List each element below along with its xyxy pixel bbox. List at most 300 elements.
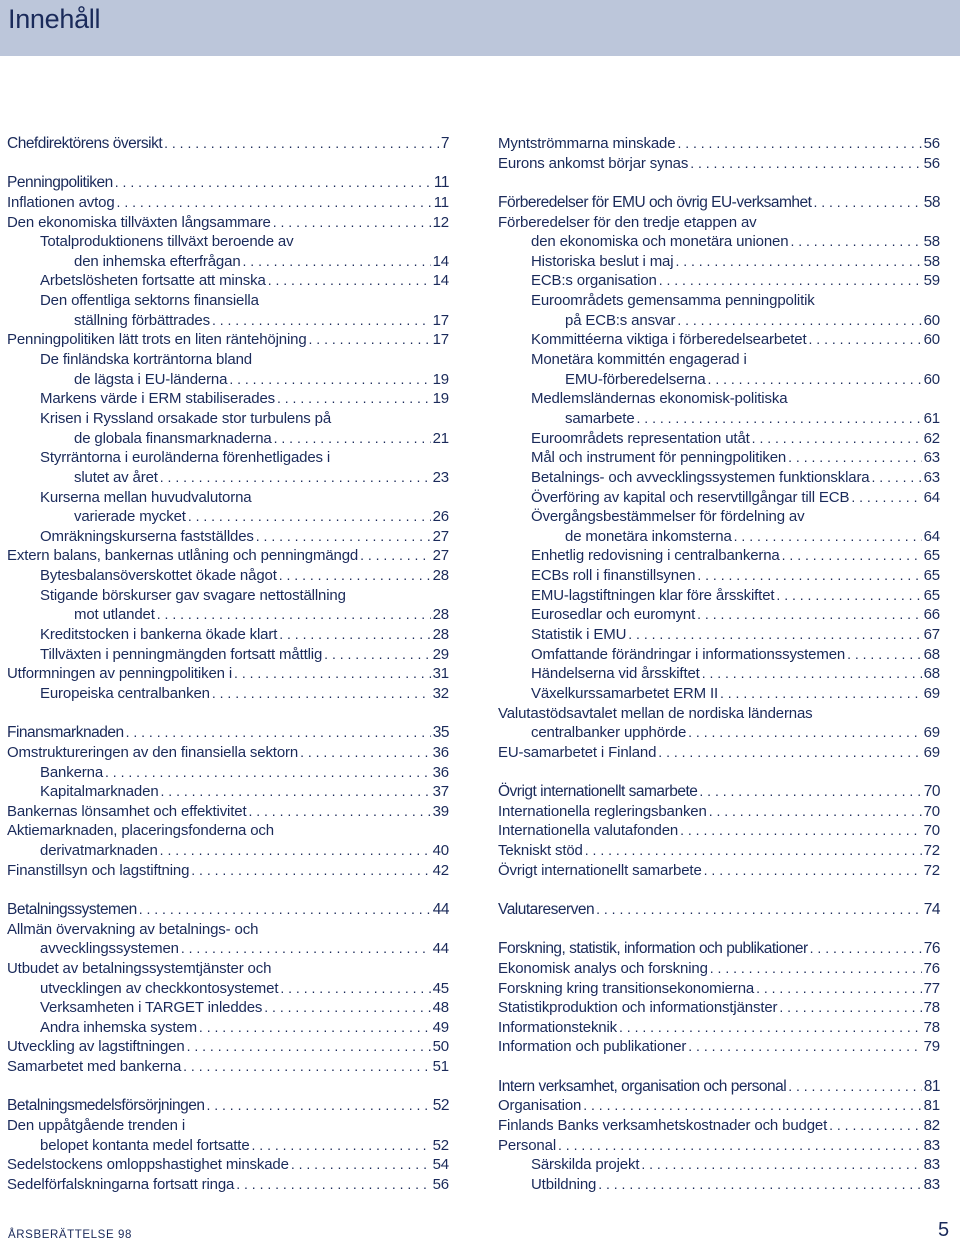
dot-leader bbox=[309, 330, 431, 350]
toc-entry[interactable] bbox=[498, 645, 940, 665]
toc-entry-title: Organisation bbox=[498, 1097, 582, 1115]
dot-leader bbox=[734, 527, 922, 547]
section-spacer bbox=[498, 880, 940, 900]
toc-entry[interactable] bbox=[7, 605, 449, 625]
toc-page-number: 63 bbox=[923, 449, 940, 467]
toc-entry-title: Utbildning bbox=[531, 1175, 597, 1193]
toc-entry-title: Forskning kring transitionsekonomierna bbox=[498, 979, 755, 997]
dot-leader bbox=[234, 664, 431, 684]
toc-entry-title: Den ekonomiska tillväxten långsammare bbox=[7, 213, 271, 231]
toc-page-number: 76 bbox=[923, 940, 940, 958]
dot-leader bbox=[279, 625, 430, 645]
section-spacer bbox=[7, 704, 449, 724]
toc-page-number: 69 bbox=[923, 684, 940, 702]
dot-leader bbox=[641, 1155, 921, 1175]
toc-entry[interactable] bbox=[498, 370, 940, 390]
toc-page-number: 19 bbox=[432, 390, 449, 408]
toc-entry[interactable] bbox=[7, 664, 449, 684]
dot-leader bbox=[688, 723, 921, 743]
section-spacer bbox=[498, 1057, 940, 1077]
toc-page-number: 58 bbox=[923, 233, 940, 251]
toc-entry-title: Tillväxten i penningmängden fortsatt måttlig bbox=[40, 645, 323, 663]
toc-page-number: 65 bbox=[923, 547, 940, 565]
toc-entry[interactable] bbox=[7, 527, 449, 547]
toc-entry[interactable] bbox=[7, 291, 449, 311]
footer-report-name: ÅRSBERÄTTELSE 98 bbox=[8, 1229, 133, 1241]
toc-page-number: 28 bbox=[432, 626, 449, 644]
toc-entry[interactable] bbox=[498, 488, 940, 508]
toc-entry[interactable] bbox=[498, 448, 940, 468]
dot-leader bbox=[300, 743, 431, 763]
toc-entry-title: Valutareserven bbox=[498, 900, 595, 918]
toc-entry[interactable] bbox=[498, 271, 940, 291]
dot-leader bbox=[699, 782, 921, 802]
dot-leader bbox=[324, 645, 430, 665]
toc-entry[interactable] bbox=[7, 861, 449, 881]
toc-entry[interactable] bbox=[498, 861, 940, 881]
toc-entry[interactable] bbox=[498, 1175, 940, 1195]
toc-entry[interactable] bbox=[498, 1155, 940, 1175]
toc-entry[interactable] bbox=[7, 782, 449, 802]
toc-entry-title: Monetära kommittén engagerad i bbox=[531, 351, 747, 369]
toc-entry[interactable] bbox=[7, 468, 449, 488]
toc-entry[interactable] bbox=[7, 821, 449, 841]
toc-page-number: 70 bbox=[923, 783, 940, 801]
dot-leader bbox=[697, 566, 921, 586]
toc-entry[interactable] bbox=[7, 370, 449, 390]
toc-page-number: 83 bbox=[923, 1156, 940, 1174]
toc-entry-title: Övergångsbestämmelser för fördelning av bbox=[531, 508, 805, 526]
toc-entry[interactable] bbox=[498, 723, 940, 743]
toc-page-number: 59 bbox=[923, 272, 940, 290]
toc-entry-title: Extern balans, bankernas utlåning och penningmängd bbox=[7, 547, 359, 565]
dot-leader bbox=[291, 1155, 431, 1175]
toc-page-number: 79 bbox=[923, 1038, 940, 1056]
toc-entry-title: ECBs roll i finanstillsynen bbox=[531, 567, 696, 585]
toc-entry-title: Styrräntorna i euroländerna förenhetligades i bbox=[40, 449, 331, 467]
toc-page-number: 19 bbox=[432, 370, 449, 388]
toc-entry-title: EMU-lagstiftningen klar före årsskiftet bbox=[531, 586, 775, 604]
dot-leader bbox=[256, 527, 431, 547]
dot-leader bbox=[788, 448, 921, 468]
toc-page-number: 65 bbox=[923, 586, 940, 604]
toc-page-number: 70 bbox=[923, 802, 940, 820]
toc-page-number: 50 bbox=[432, 1038, 449, 1056]
dot-leader bbox=[117, 193, 432, 213]
toc-entry-title: Verksamheten i TARGET inleddes bbox=[40, 999, 263, 1017]
dot-leader bbox=[273, 213, 431, 233]
toc-entry-title: de lägsta i EU-länderna bbox=[74, 370, 228, 388]
toc-entry-title: Bankerna bbox=[40, 763, 104, 781]
toc-entry-title: Förberedelser för den tredje etappen av bbox=[498, 213, 757, 231]
toc-entry[interactable] bbox=[7, 507, 449, 527]
toc-entry[interactable] bbox=[498, 566, 940, 586]
toc-page-number: 28 bbox=[432, 567, 449, 585]
toc-page-number: 36 bbox=[432, 763, 449, 781]
toc-entry[interactable] bbox=[498, 625, 940, 645]
toc-page-number: 27 bbox=[432, 527, 449, 545]
toc-entry-title: Händelserna vid årsskiftet bbox=[531, 665, 700, 683]
toc-page-number: 74 bbox=[923, 900, 940, 918]
toc-entry-title: Forskning, statistik, information och publikationer bbox=[498, 940, 808, 958]
toc-entry[interactable] bbox=[7, 959, 449, 979]
toc-page-number: 36 bbox=[432, 743, 449, 761]
toc-section-heading[interactable] bbox=[498, 782, 940, 802]
toc-page-number: 14 bbox=[432, 272, 449, 290]
toc-entry-title: Penningpolitiken lätt trots en liten räntehöjning bbox=[7, 331, 307, 349]
toc-entry-title: Särskilda projekt bbox=[531, 1156, 640, 1174]
dot-leader bbox=[236, 1175, 430, 1195]
toc-entry[interactable] bbox=[7, 1155, 449, 1175]
dot-leader bbox=[851, 488, 921, 508]
dot-leader bbox=[583, 1096, 921, 1116]
dot-leader bbox=[115, 173, 432, 193]
toc-entry[interactable] bbox=[498, 429, 940, 449]
toc-page-number: 81 bbox=[923, 1077, 940, 1095]
toc-entry[interactable] bbox=[7, 1116, 449, 1136]
toc-entry[interactable] bbox=[7, 311, 449, 331]
toc-entry-title: De finländska korträntorna bland bbox=[40, 351, 252, 369]
dot-leader bbox=[268, 271, 431, 291]
toc-entry-title: Enhetlig redovisning i centralbankerna bbox=[531, 547, 780, 565]
dot-leader bbox=[702, 664, 922, 684]
toc-entry[interactable] bbox=[7, 566, 449, 586]
toc-entry[interactable] bbox=[498, 1096, 940, 1116]
toc-entry-title: Sedelstockens omloppshastighet minskade bbox=[7, 1156, 289, 1174]
toc-entry-title: Eurosedlar och euromynt bbox=[531, 606, 696, 624]
toc-page-number: 65 bbox=[923, 567, 940, 585]
toc-entry[interactable] bbox=[7, 1057, 449, 1077]
dot-leader bbox=[872, 468, 922, 488]
toc-page-number: 11 bbox=[433, 193, 449, 211]
dot-leader bbox=[161, 782, 431, 802]
toc-entry-title: mot utlandet bbox=[74, 606, 155, 624]
toc-page-number: 69 bbox=[923, 743, 940, 761]
dot-leader bbox=[709, 802, 922, 822]
dot-leader bbox=[829, 1116, 921, 1136]
toc-page-number: 39 bbox=[432, 802, 449, 820]
dot-leader bbox=[360, 546, 431, 566]
toc-page-number: 68 bbox=[923, 665, 940, 683]
toc-entry-title: varierade mycket bbox=[74, 508, 186, 526]
dot-leader bbox=[697, 605, 921, 625]
toc-entry-title: Omfattande förändringar i informationssystemen bbox=[531, 645, 846, 663]
dot-leader bbox=[206, 1096, 430, 1116]
toc-entry-title: Förberedelser för EMU och övrig EU-verksamhet bbox=[498, 193, 812, 211]
dot-leader bbox=[277, 389, 431, 409]
toc-entry-title: Euroområdets gemensamma penningpolitik bbox=[531, 292, 815, 310]
toc-entry[interactable] bbox=[7, 645, 449, 665]
toc-entry-title: Tekniskt stöd bbox=[498, 842, 583, 860]
toc-entry-title: den ekonomiska och monetära unionen bbox=[531, 233, 789, 251]
dot-leader bbox=[788, 1077, 922, 1097]
dot-leader bbox=[779, 998, 921, 1018]
toc-page-number: 35 bbox=[432, 724, 449, 742]
dot-leader bbox=[160, 841, 431, 861]
toc-page-number: 67 bbox=[923, 626, 940, 644]
toc-page-number: 58 bbox=[923, 193, 940, 211]
toc-entry[interactable] bbox=[7, 1136, 449, 1156]
toc-page-number: 31 bbox=[432, 665, 449, 683]
toc-section-heading[interactable] bbox=[7, 1096, 449, 1116]
toc-entry[interactable] bbox=[7, 350, 449, 370]
toc-page-number: 56 bbox=[432, 1175, 449, 1193]
toc-entry-title: de globala finansmarknaderna bbox=[74, 429, 272, 447]
toc-page-number: 78 bbox=[923, 999, 940, 1017]
toc-entry-title: Chefdirektörens översikt bbox=[7, 135, 163, 152]
toc-entry[interactable] bbox=[7, 330, 449, 350]
toc-entry[interactable] bbox=[7, 586, 449, 606]
toc-entry-title: Kapitalmarknaden bbox=[40, 783, 159, 801]
toc-entry-title: Utveckling av lagstiftningen bbox=[7, 1038, 185, 1056]
toc-entry[interactable] bbox=[498, 232, 940, 252]
toc-page-number: 21 bbox=[432, 429, 449, 447]
toc-entry[interactable] bbox=[498, 468, 940, 488]
section-spacer bbox=[7, 154, 449, 174]
toc-entry-title: Överföring av kapital och reservtillgångar till ECB bbox=[531, 488, 850, 506]
dot-leader bbox=[690, 154, 921, 174]
dot-leader bbox=[677, 311, 921, 331]
toc-entry[interactable] bbox=[498, 134, 940, 154]
toc-entry[interactable] bbox=[498, 998, 940, 1018]
toc-entry[interactable] bbox=[498, 979, 940, 999]
dot-leader bbox=[776, 586, 921, 606]
toc-entry[interactable] bbox=[7, 389, 449, 409]
toc-page-number: 64 bbox=[923, 527, 940, 545]
toc-entry[interactable] bbox=[7, 998, 449, 1018]
toc-page-number: 49 bbox=[432, 1018, 449, 1036]
toc-entry-title: Totalproduktionens tillväxt beroende av bbox=[40, 233, 294, 251]
toc-entry[interactable] bbox=[498, 1018, 940, 1038]
footer-page-number: 5 bbox=[938, 1219, 950, 1241]
dot-leader bbox=[212, 311, 431, 331]
toc-entry-title: utvecklingen av checkkontosystemet bbox=[40, 979, 279, 997]
toc-entry-title: Allmän övervakning av betalnings- och bbox=[7, 920, 259, 938]
toc-entry[interactable] bbox=[7, 193, 449, 213]
toc-page-number: 23 bbox=[432, 468, 449, 486]
toc-page-number: 66 bbox=[923, 606, 940, 624]
toc-entry[interactable] bbox=[498, 527, 940, 547]
toc-entry-title: Övrigt internationellt samarbete bbox=[498, 861, 702, 879]
toc-page-number: 52 bbox=[432, 1097, 449, 1115]
toc-page-number: 72 bbox=[923, 842, 940, 860]
toc-page-number: 29 bbox=[432, 645, 449, 663]
toc-entry-title: centralbanker upphörde bbox=[531, 724, 687, 742]
dot-leader bbox=[596, 900, 922, 920]
toc-entry-title: Valutastödsavtalet mellan de nordiska ländernas bbox=[498, 704, 813, 722]
toc-entry[interactable] bbox=[498, 1136, 940, 1156]
toc-entry-title: Mål och instrument för penningpolitiken bbox=[531, 449, 787, 467]
dot-leader bbox=[675, 252, 921, 272]
toc-page-number: 72 bbox=[923, 861, 940, 879]
dot-leader bbox=[160, 468, 431, 488]
toc-entry-title: Omstruktureringen av den finansiella sektorn bbox=[7, 743, 299, 761]
toc-entry-title: Internationella valutafonden bbox=[498, 822, 679, 840]
toc-entry[interactable] bbox=[7, 979, 449, 999]
dot-leader bbox=[212, 684, 431, 704]
toc-entry[interactable] bbox=[7, 763, 449, 783]
toc-entry-title: derivatmarknaden bbox=[40, 842, 158, 860]
toc-entry[interactable] bbox=[498, 841, 940, 861]
toc-entry[interactable] bbox=[498, 507, 940, 527]
dot-leader bbox=[637, 409, 922, 429]
toc-entry[interactable] bbox=[7, 409, 449, 429]
toc-page-number: 26 bbox=[432, 508, 449, 526]
toc-page-number: 60 bbox=[923, 311, 940, 329]
dot-leader bbox=[187, 1037, 431, 1057]
toc-entry-title: de monetära inkomsterna bbox=[565, 527, 732, 545]
toc-page-number: 28 bbox=[432, 606, 449, 624]
toc-entry[interactable] bbox=[498, 291, 940, 311]
toc-page-number: 61 bbox=[923, 409, 940, 427]
toc-left-column bbox=[7, 134, 449, 1195]
toc-entry[interactable] bbox=[498, 350, 940, 370]
dot-leader bbox=[279, 566, 431, 586]
toc-entry[interactable] bbox=[498, 252, 940, 272]
toc-entry[interactable] bbox=[498, 664, 940, 684]
toc-entry[interactable] bbox=[498, 821, 940, 841]
toc-entry[interactable] bbox=[498, 409, 940, 429]
dot-leader bbox=[782, 546, 922, 566]
toc-page-number: 37 bbox=[432, 783, 449, 801]
toc-entry-title: Statistikproduktion och informationstjänster bbox=[498, 999, 778, 1017]
dot-leader bbox=[680, 821, 922, 841]
toc-entry[interactable] bbox=[7, 684, 449, 704]
toc-entry-title: Övrigt internationellt samarbete bbox=[498, 783, 698, 801]
toc-entry[interactable] bbox=[7, 252, 449, 272]
dot-leader bbox=[658, 743, 921, 763]
toc-page-number: 82 bbox=[923, 1117, 940, 1135]
toc-entry[interactable] bbox=[7, 625, 449, 645]
dot-leader bbox=[598, 1175, 921, 1195]
page-header bbox=[0, 0, 960, 56]
toc-entry[interactable] bbox=[498, 1037, 940, 1057]
toc-entry[interactable] bbox=[498, 311, 940, 331]
toc-entry[interactable] bbox=[498, 154, 940, 174]
toc-entry-title: Betalningsmedelsförsörjningen bbox=[7, 1097, 205, 1115]
toc-page-number: 60 bbox=[923, 370, 940, 388]
toc-section-heading[interactable] bbox=[7, 173, 449, 193]
toc-entry[interactable] bbox=[7, 939, 449, 959]
toc-entry[interactable] bbox=[7, 1175, 449, 1195]
dot-leader bbox=[280, 979, 430, 999]
toc-section-heading[interactable] bbox=[498, 193, 940, 213]
toc-entry-title: Krisen i Ryssland orsakade stor turbulens på bbox=[40, 409, 332, 427]
toc-entry-title: Utformningen av penningpolitiken i bbox=[7, 665, 233, 683]
toc-entry[interactable] bbox=[7, 232, 449, 252]
toc-section-heading[interactable] bbox=[7, 723, 449, 743]
dot-leader bbox=[157, 605, 431, 625]
toc-section-heading[interactable] bbox=[7, 134, 449, 154]
toc-entry-title: Europeiska centralbanken bbox=[40, 684, 210, 702]
dot-leader bbox=[752, 429, 922, 449]
toc-entry-title: Statistik i EMU bbox=[531, 626, 627, 644]
toc-entry[interactable] bbox=[498, 959, 940, 979]
toc-entry[interactable] bbox=[7, 743, 449, 763]
toc-page-number: 78 bbox=[923, 1018, 940, 1036]
toc-entry[interactable] bbox=[7, 448, 449, 468]
toc-section-heading[interactable] bbox=[498, 939, 940, 959]
toc-right-column bbox=[498, 134, 940, 1195]
toc-entry[interactable] bbox=[498, 213, 940, 233]
toc-page-number: 17 bbox=[432, 311, 449, 329]
toc-entry-title: Andra inhemska system bbox=[40, 1018, 197, 1036]
dot-leader bbox=[229, 370, 430, 390]
toc-page-number: 44 bbox=[432, 940, 449, 958]
toc-entry[interactable] bbox=[7, 213, 449, 233]
toc-entry[interactable] bbox=[498, 1116, 940, 1136]
toc-entry[interactable] bbox=[7, 802, 449, 822]
toc-entry-title: Omräkningskurserna fastställdes bbox=[40, 527, 254, 545]
dot-leader bbox=[105, 763, 431, 783]
toc-entry[interactable] bbox=[498, 586, 940, 606]
dot-leader bbox=[585, 841, 922, 861]
toc-page-number: 63 bbox=[923, 468, 940, 486]
toc-page-number: 60 bbox=[923, 331, 940, 349]
toc-section-heading[interactable] bbox=[7, 900, 449, 920]
toc-entry-title: Växelkurssamarbetet ERM II bbox=[531, 684, 718, 702]
toc-entry[interactable] bbox=[7, 1037, 449, 1057]
toc-page-number: 69 bbox=[923, 724, 940, 742]
toc-entry[interactable] bbox=[498, 802, 940, 822]
dot-leader bbox=[199, 1018, 431, 1038]
toc-entry[interactable] bbox=[7, 920, 449, 940]
toc-page-number: 40 bbox=[432, 842, 449, 860]
dot-leader bbox=[264, 998, 430, 1018]
dot-leader bbox=[756, 979, 922, 999]
toc-entry[interactable] bbox=[7, 271, 449, 291]
dot-leader bbox=[139, 900, 431, 920]
toc-entry[interactable] bbox=[498, 330, 940, 350]
toc-entry[interactable] bbox=[7, 1018, 449, 1038]
toc-entry-title: Sedelförfalskningarna fortsatt ringa bbox=[7, 1175, 235, 1193]
toc-entry[interactable] bbox=[498, 605, 940, 625]
dot-leader bbox=[688, 1037, 921, 1057]
toc-entry[interactable] bbox=[498, 684, 940, 704]
dot-leader bbox=[243, 252, 431, 272]
toc-entry-title: den inhemska efterfrågan bbox=[74, 252, 241, 270]
toc-entry-title: på ECB:s ansvar bbox=[565, 311, 676, 329]
dot-leader bbox=[708, 370, 922, 390]
section-spacer bbox=[498, 920, 940, 940]
toc-entry[interactable] bbox=[7, 546, 449, 566]
toc-entry-title: Kommittéerna viktiga i förberedelsearbetet bbox=[531, 331, 807, 349]
toc-entry[interactable] bbox=[498, 389, 940, 409]
toc-entry-title: Finansmarknaden bbox=[7, 724, 124, 742]
toc-entry-title: Penningpolitiken bbox=[7, 174, 113, 192]
toc-page-number: 62 bbox=[923, 429, 940, 447]
toc-entry[interactable] bbox=[498, 704, 940, 724]
dot-leader bbox=[628, 625, 921, 645]
toc-section-heading[interactable] bbox=[498, 1077, 940, 1097]
toc-entry-title: EU-samarbetet i Finland bbox=[498, 743, 657, 761]
toc-page-number: 56 bbox=[923, 154, 940, 172]
toc-entry[interactable] bbox=[7, 841, 449, 861]
toc-entry-title: Finlands Banks verksamhetskostnader och budget bbox=[498, 1117, 828, 1135]
toc-page-number: 17 bbox=[432, 331, 449, 349]
toc-entry[interactable] bbox=[498, 546, 940, 566]
page-title: Innehåll bbox=[8, 4, 101, 34]
toc-page-number: 44 bbox=[432, 900, 449, 918]
toc-page-number: 70 bbox=[923, 822, 940, 840]
toc-entry[interactable] bbox=[7, 429, 449, 449]
toc-section-heading[interactable] bbox=[498, 900, 940, 920]
toc-entry[interactable] bbox=[7, 488, 449, 508]
dot-leader bbox=[191, 861, 430, 881]
toc-entry[interactable] bbox=[498, 743, 940, 763]
dot-leader bbox=[810, 939, 922, 959]
toc-page-number: 7 bbox=[440, 135, 449, 152]
